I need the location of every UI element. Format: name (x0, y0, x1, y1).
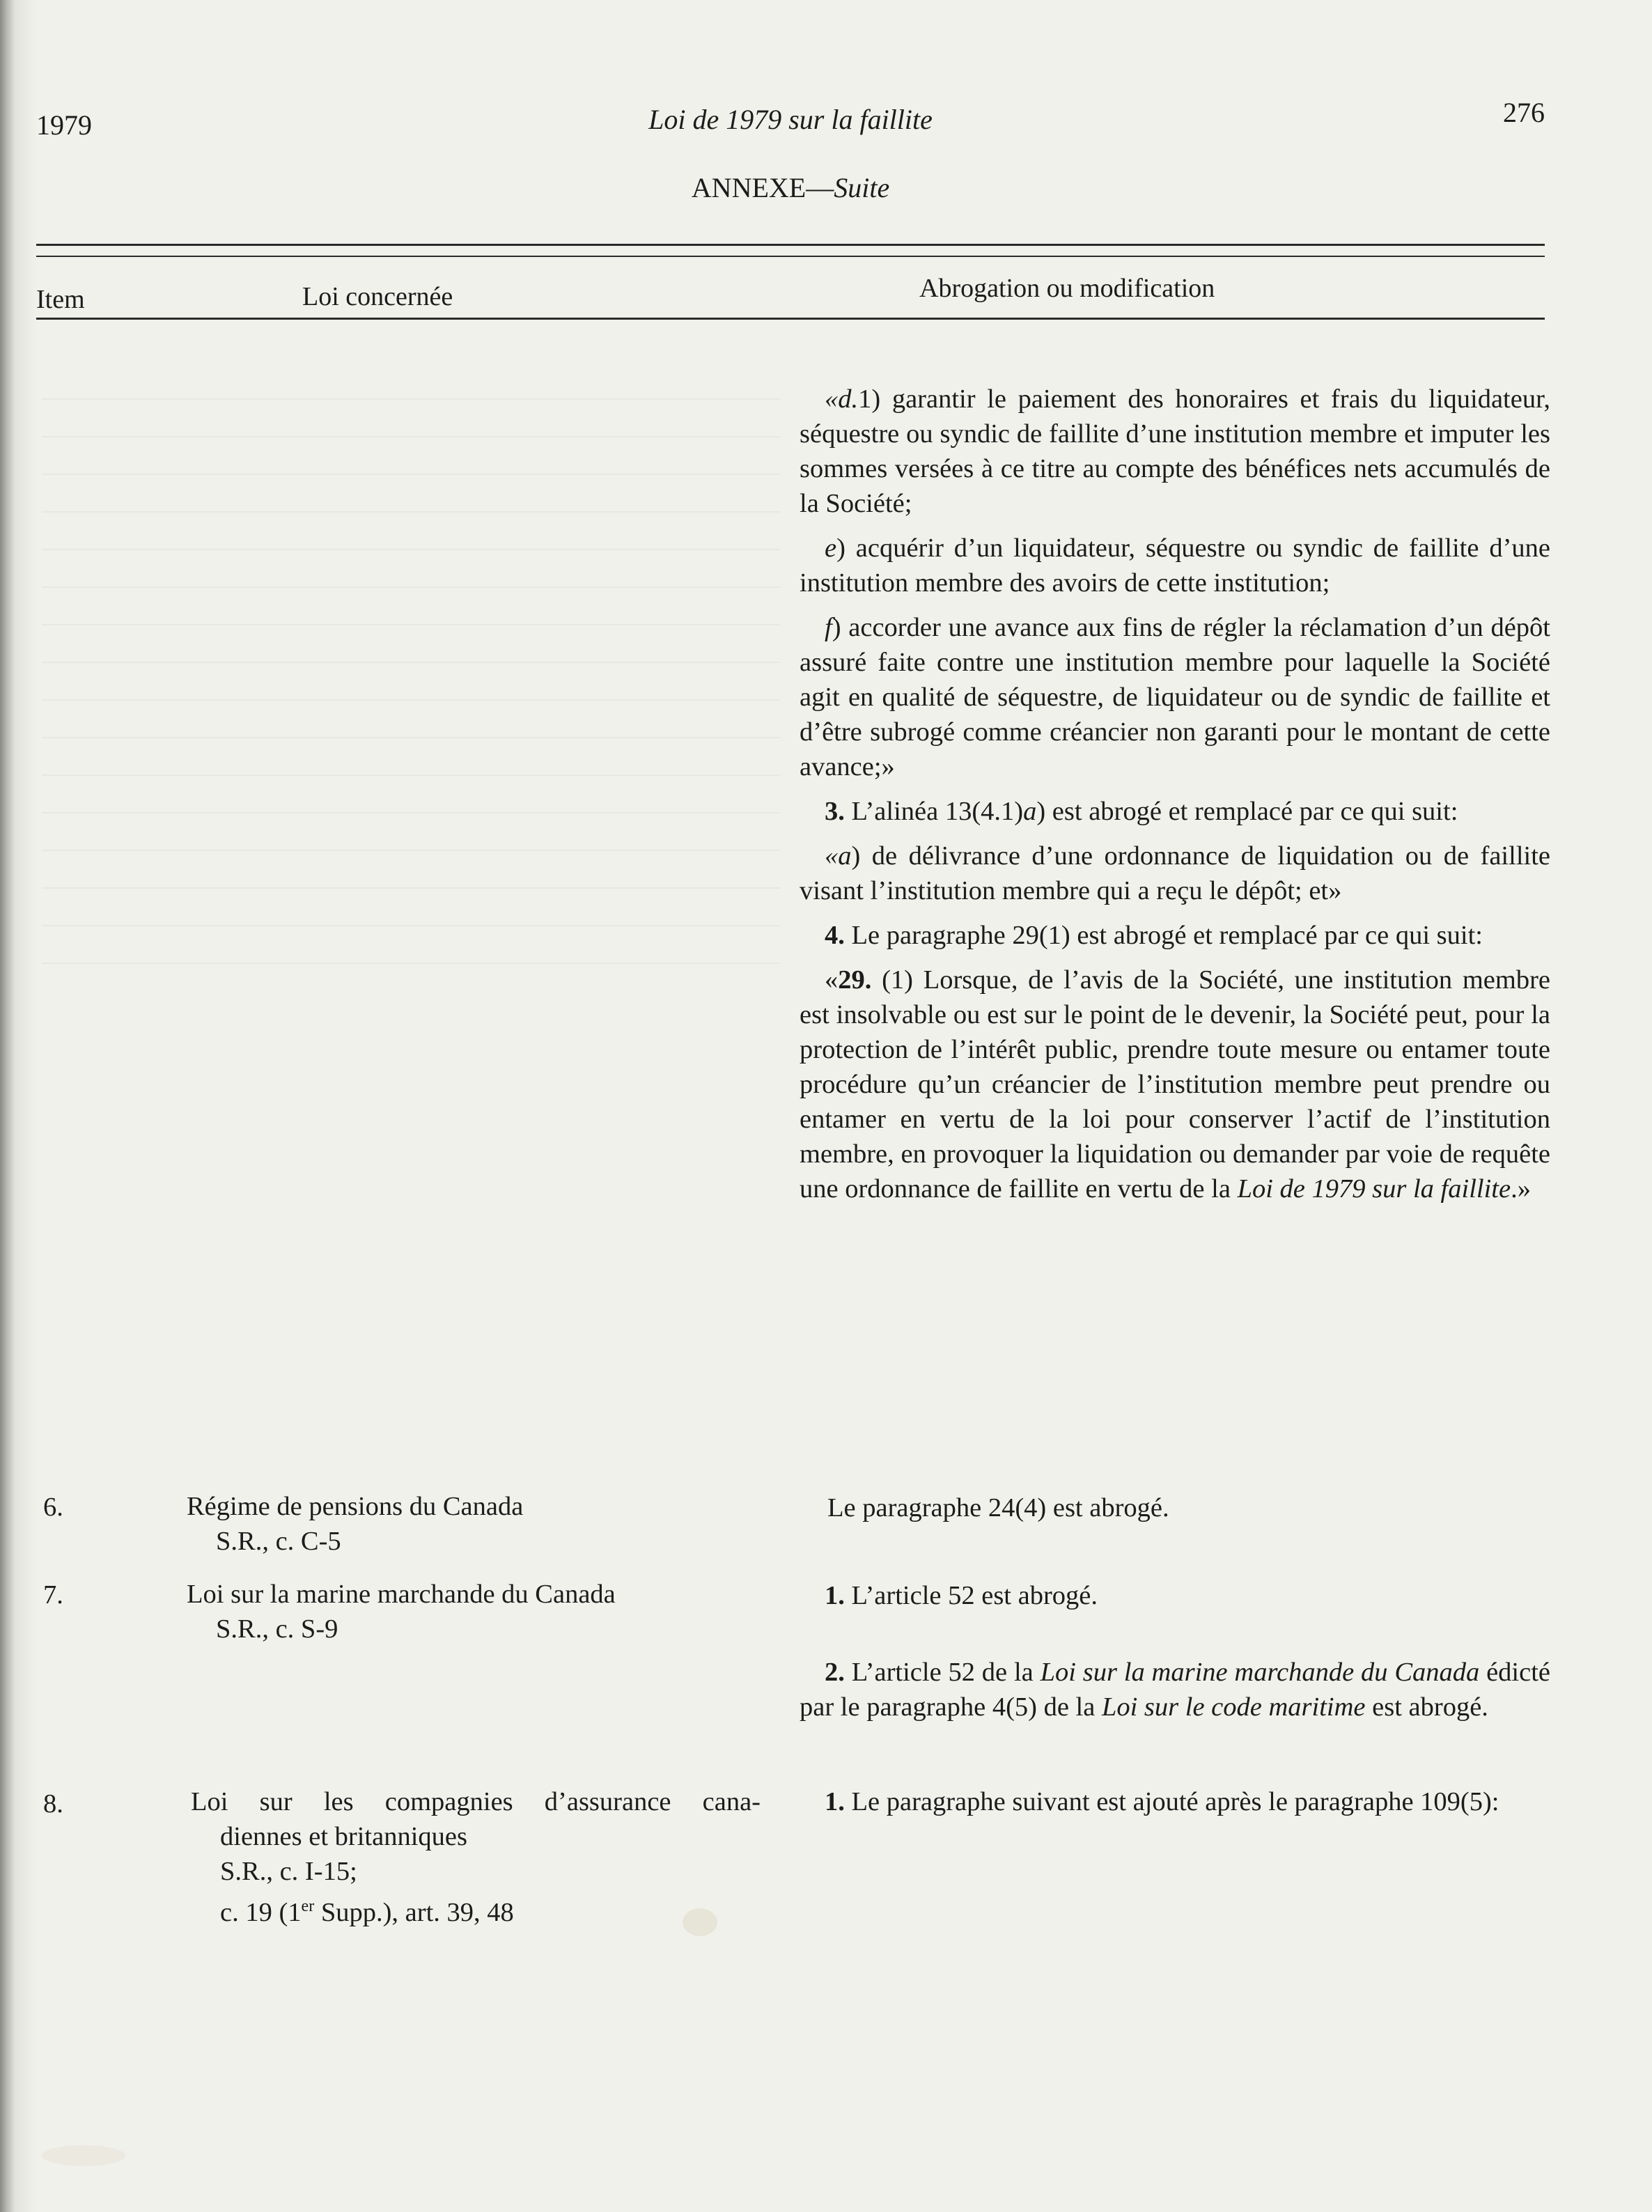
page-number: 276 (1503, 97, 1545, 128)
item-8-change-1-text: Le paragraphe suivant est ajouté après le paragraphe 109(5): (844, 1787, 1499, 1816)
item-7-number: 7. (43, 1580, 63, 1610)
page-binding-shadow (15, 0, 36, 2212)
item-7-change-2-text-c: est abrogé. (1365, 1692, 1488, 1722)
item-6-number: 6. (43, 1493, 63, 1522)
table-top-rule (36, 244, 1545, 246)
section-29-text: (1) Lorsque, de l’avis de la Société, une institution membre est insolvable ou est sur le point de le devenir, la Société peut, pour la protection de l’intérêt public, prendre toute mesure ou entamer toute procédure qu’un créancier de l’institution membre peut prendre ou entamer en vertu de la loi pour conserver l’actif de l’institution membre, en provoquer la liquidation ou demander par voie de requête une ordonnance de faillite en vertu de la (800, 965, 1550, 1204)
item-8-law-line-2: diennes et britanniques (220, 1822, 467, 1851)
continuation-text (800, 382, 1550, 1206)
item-8-law-ref-1: S.R., c. I-15; (220, 1857, 357, 1886)
a-text: ) de délivrance d’une ordonnance de liquidation ou de faillite visant l’institution membre qui a reçu le dépôt; et» (800, 841, 1550, 905)
item-8-law-ref-2 (191, 1889, 761, 1930)
annex-title-suffix: Suite (834, 172, 890, 203)
item-6-change-text: Le paragraphe 24(4) est abrogé. (827, 1493, 1169, 1522)
column-header-law: Loi concernée (302, 282, 453, 311)
section-4-number: 4. (825, 921, 845, 950)
annex-title-main: ANNEXE— (691, 172, 834, 203)
item-7-change (800, 1578, 1550, 1724)
item-8-ref-2-sup: er (301, 1897, 315, 1915)
item-7-change-1 (800, 1578, 1550, 1613)
item-7-change-2-number: 2. (825, 1658, 845, 1687)
section-29-close: .» (1511, 1174, 1531, 1204)
section-29-italic: Loi de 1979 sur la faillite (1237, 1174, 1511, 1204)
item-8-change (800, 1784, 1550, 1819)
annex-title (36, 171, 1545, 204)
d1-label: «d. (825, 384, 859, 414)
item-7-change-2-text-b: édicté par le paragraphe 4(5) de la (800, 1658, 1550, 1722)
column-header-change: Abrogation ou modification (919, 274, 1215, 303)
item-7-change-2-text-a: L’article 52 de la (844, 1658, 1041, 1687)
item-7-change-1-text: L’article 52 est abrogé. (844, 1581, 1098, 1610)
section-29-open-quote: « (825, 965, 839, 995)
item-7-change-2 (800, 1655, 1550, 1724)
section-4 (800, 918, 1550, 953)
paragraph-d1 (800, 382, 1550, 521)
column-header-rule (36, 318, 1545, 320)
header-year: 1979 (36, 109, 92, 141)
item-7-law-name: Loi sur la marine marchande du Canada (187, 1580, 616, 1609)
item-8-ref-2-b: Supp.), art. 39, 48 (314, 1897, 514, 1927)
section-3-text-italic: a (1023, 797, 1037, 826)
bleed-through-texture (42, 362, 780, 964)
item-6-law (187, 1489, 765, 1559)
item-8-law-line-1: Loi sur les compagnies d’assurance cana- (191, 1787, 761, 1816)
e-text: ) acquérir d’un liquidateur, séquestre ou syndic de faillite d’une institution membre des avoirs de cette institution; (800, 533, 1550, 598)
item-7-change-1-number: 1. (825, 1581, 845, 1610)
item-7-change-2-italic-2: Loi sur le code maritime (1101, 1692, 1366, 1722)
section-29 (800, 963, 1550, 1206)
paper-stain (42, 2145, 125, 2166)
f-label: f (825, 613, 832, 642)
section-29-number: 29. (838, 965, 872, 995)
running-header (36, 96, 1545, 141)
paragraph-a (800, 839, 1550, 908)
item-7-law-ref: S.R., c. S-9 (216, 1614, 338, 1644)
item-8-change-1 (800, 1784, 1550, 1819)
section-3-text-a: L’alinéa 13(4.1) (844, 797, 1024, 826)
section-4-text: Le paragraphe 29(1) est abrogé et remplacé par ce qui suit: (844, 921, 1483, 950)
item-8-change-1-number: 1. (825, 1787, 845, 1816)
header-title: Loi de 1979 sur la faillite (648, 104, 933, 135)
section-3 (800, 794, 1550, 829)
f-text: ) accorder une avance aux fins de régler la réclamation d’un dépôt assuré faite contre une institution membre pour laquelle la Société agit en qualité de séquestre, de liquidateur ou de syndic de faillite et d’être subrogé comme créancier non garanti pour le montant de cette avance;» (800, 613, 1550, 781)
item-7-change-2-italic-1: Loi sur la marine marchande du Canada (1040, 1658, 1480, 1687)
paragraph-f (800, 610, 1550, 784)
section-3-number: 3. (825, 797, 845, 826)
d1-text: 1) garantir le paiement des honoraires et frais du liquidateur, séquestre ou syndic de faillite d’une institution membre et imputer les sommes versées à ce titre au compte des bénéfices nets accumulés de la Société; (800, 384, 1550, 518)
item-6-law-ref: S.R., c. C-5 (216, 1527, 341, 1556)
page-binding-edge (0, 0, 15, 2212)
table-top-rule-2 (36, 256, 1545, 257)
e-label: e (825, 533, 837, 563)
item-6-law-name: Régime de pensions du Canada (187, 1492, 524, 1521)
paragraph-e (800, 531, 1550, 600)
column-header-item: Item (36, 285, 85, 314)
item-8-number: 8. (43, 1789, 63, 1818)
item-7-law (187, 1577, 765, 1646)
a-label: «a (825, 841, 852, 871)
item-8-ref-2-a: c. 19 (1 (220, 1897, 302, 1927)
item-8-law (191, 1784, 761, 1930)
item-6-change (827, 1490, 1552, 1525)
section-3-text-b: ) est abrogé et remplacé par ce qui suit: (1036, 797, 1458, 826)
